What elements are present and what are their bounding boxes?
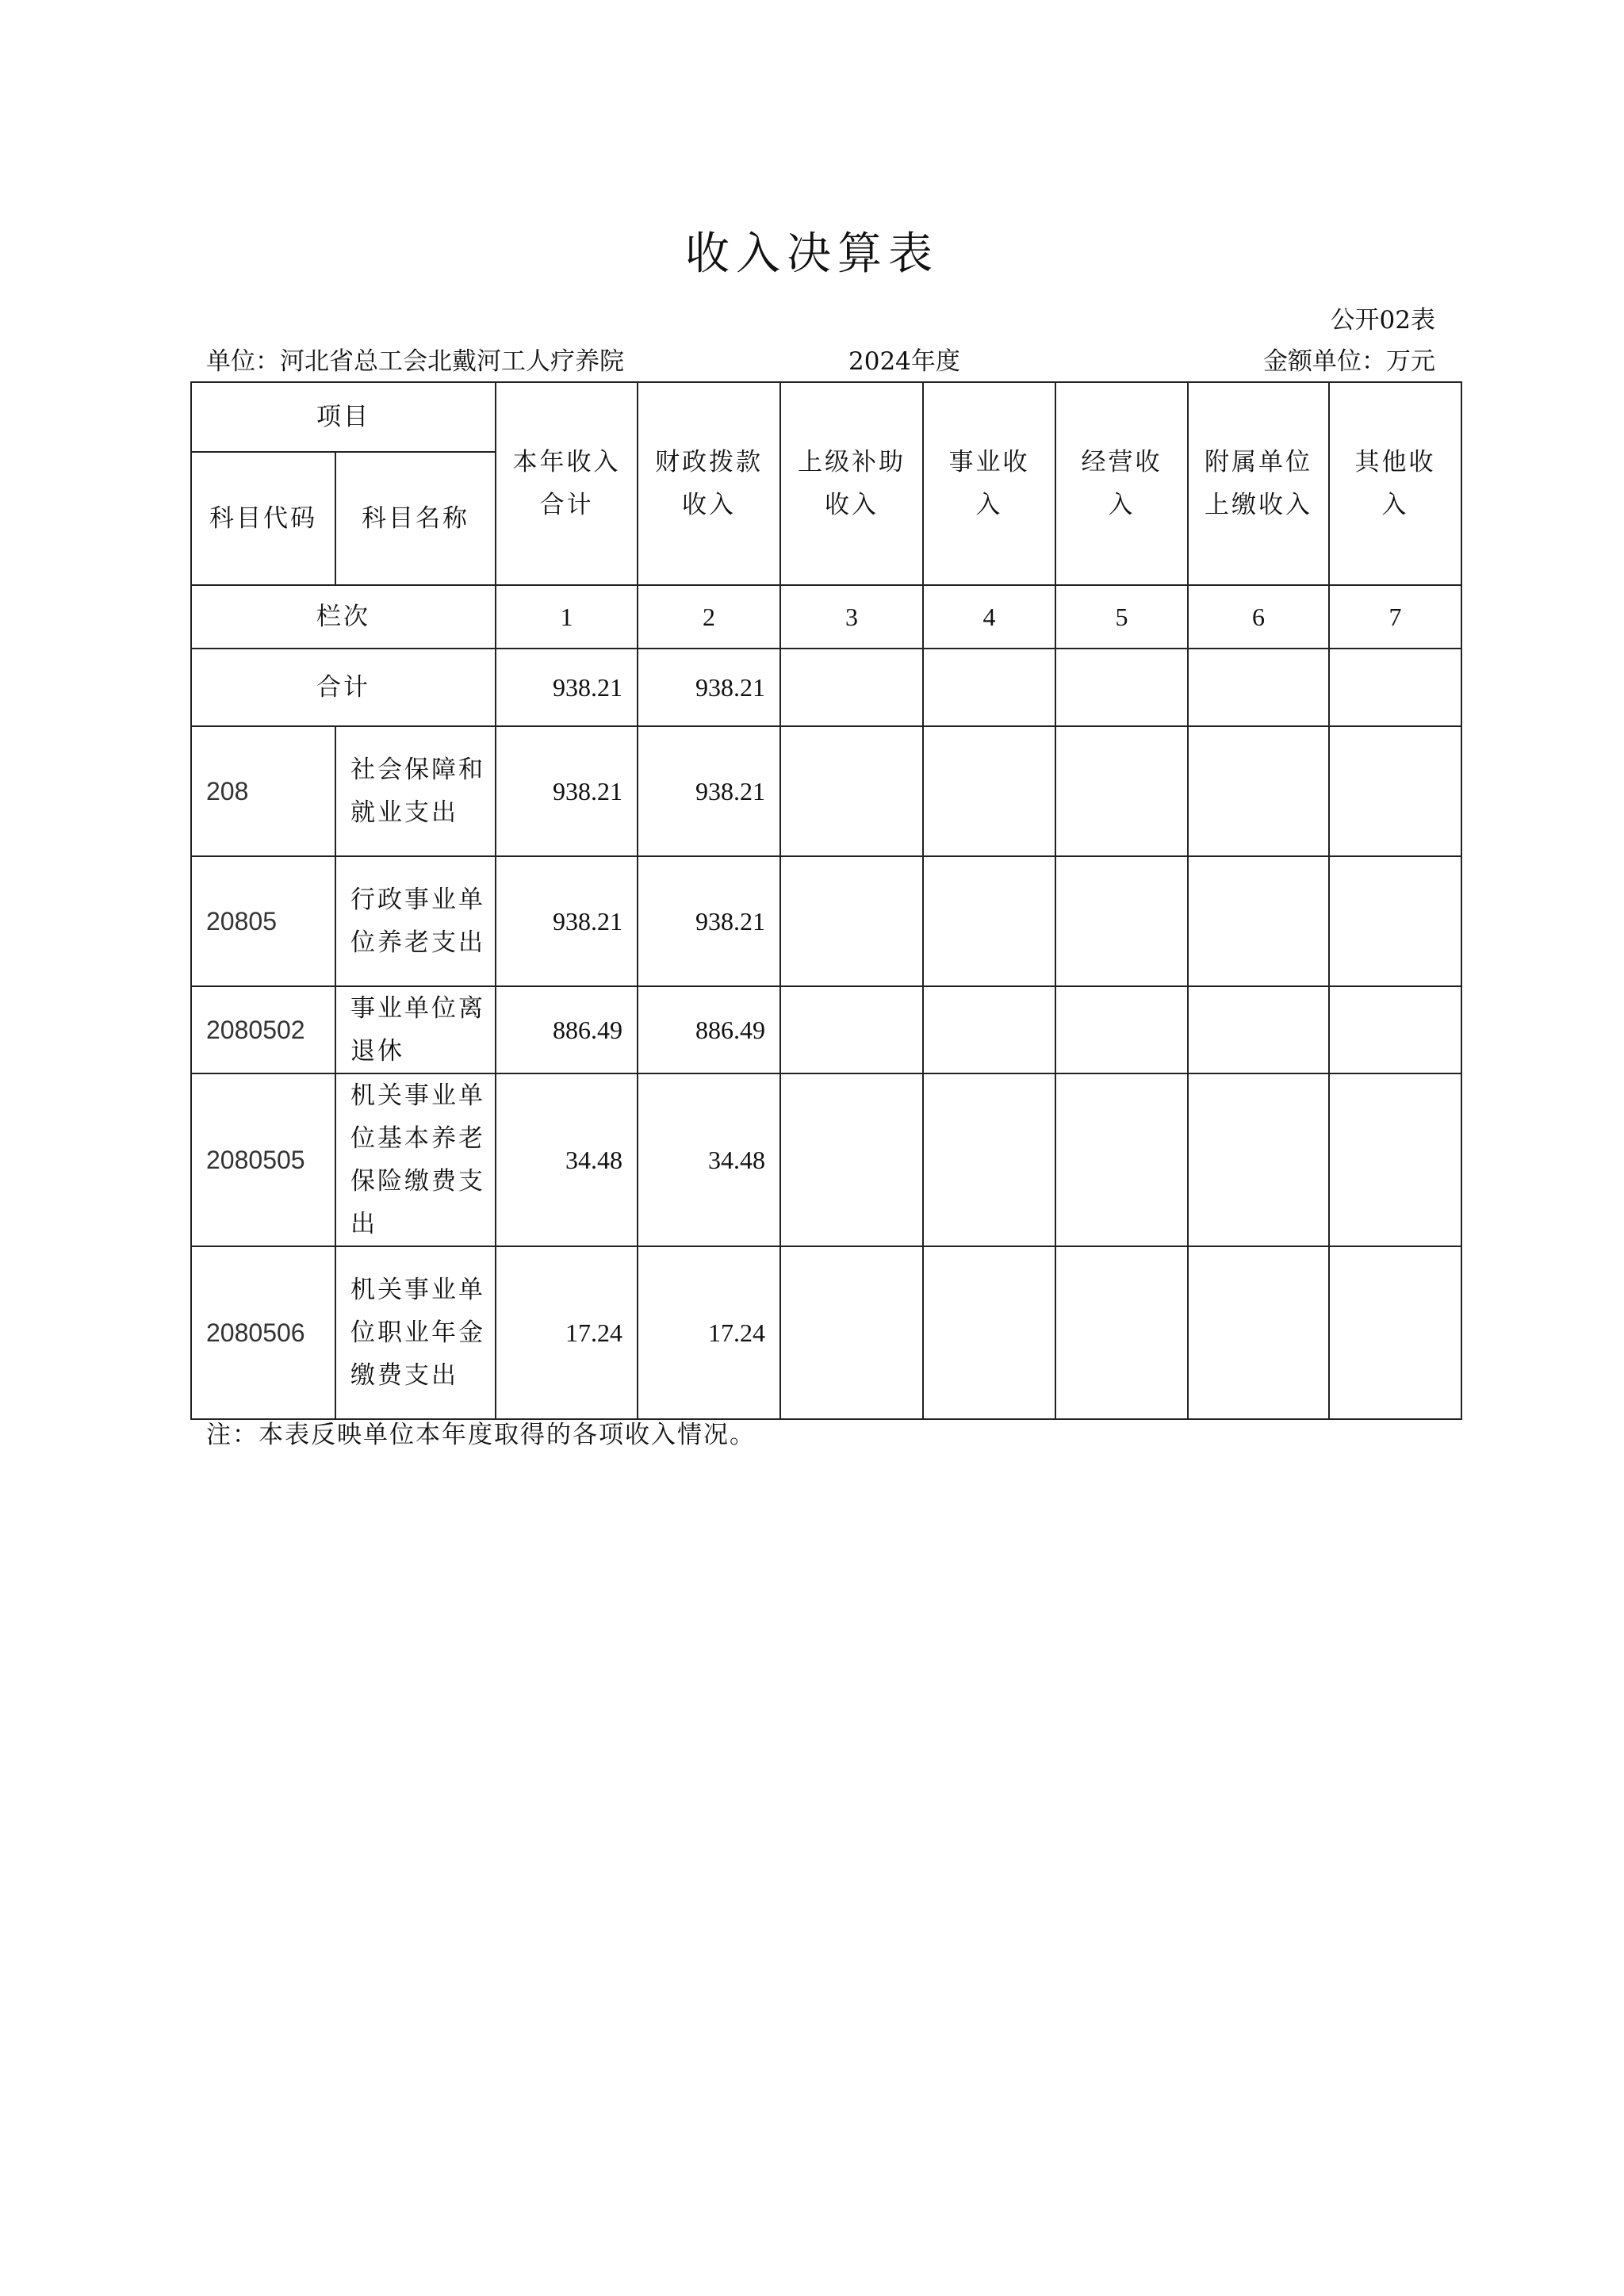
empty-cell (780, 986, 923, 1073)
empty-cell (923, 1246, 1055, 1419)
column-number: 6 (1188, 585, 1329, 649)
subject-name: 机关事业单位职业年金缴费支出 (335, 1246, 496, 1419)
empty-cell (780, 726, 923, 856)
row-total-income: 34.48 (496, 1073, 638, 1246)
column-index-row (191, 585, 1461, 649)
page-title: 收入决算表 (685, 228, 939, 280)
header-total-income: 本年收入合计 (496, 382, 638, 585)
empty-cell (1055, 649, 1188, 726)
column-number: 7 (1329, 585, 1461, 649)
amount-unit: 金额单位：万元 (1263, 347, 1435, 376)
row-total-income: 886.49 (496, 986, 638, 1073)
form-number: 公开02表 (1330, 306, 1435, 335)
row-fiscal-income: 886.49 (638, 986, 780, 1073)
column-number: 3 (780, 585, 923, 649)
header-other-income: 其他收入 (1329, 382, 1461, 585)
table-row (191, 986, 1461, 1073)
subject-name: 行政事业单位养老支出 (335, 856, 496, 986)
total-row (191, 649, 1461, 726)
column-number: 2 (638, 585, 780, 649)
empty-cell (780, 1073, 923, 1246)
empty-cell (1055, 1073, 1188, 1246)
header-subject-code: 科目代码 (191, 452, 335, 585)
header-operating-income: 经营收入 (1055, 382, 1188, 585)
total-income-value: 938.21 (496, 649, 638, 726)
subject-code: 208 (191, 726, 335, 856)
fiscal-year: 2024年度 (848, 347, 960, 376)
empty-cell (1329, 1073, 1461, 1246)
empty-cell (1188, 1073, 1329, 1246)
empty-cell (1188, 649, 1329, 726)
row-fiscal-income: 34.48 (638, 1073, 780, 1246)
header-subject-name: 科目名称 (335, 452, 496, 585)
empty-cell (780, 856, 923, 986)
empty-cell (1055, 856, 1188, 986)
income-final-accounts-table (190, 381, 1462, 1420)
subject-code: 2080502 (191, 986, 335, 1073)
empty-cell (1329, 1246, 1461, 1419)
subject-name: 社会保障和就业支出 (335, 726, 496, 856)
subject-code: 2080506 (191, 1246, 335, 1419)
empty-cell (1188, 986, 1329, 1073)
empty-cell (923, 726, 1055, 856)
empty-cell (923, 649, 1055, 726)
table-row (191, 726, 1461, 856)
empty-cell (1188, 1246, 1329, 1419)
row-total-income: 938.21 (496, 856, 638, 986)
row-fiscal-income: 938.21 (638, 726, 780, 856)
column-number: 1 (496, 585, 638, 649)
column-number: 5 (1055, 585, 1188, 649)
empty-cell (1188, 726, 1329, 856)
total-label: 合计 (191, 649, 496, 726)
header-row-top (191, 382, 1461, 452)
empty-cell (1188, 856, 1329, 986)
header-affiliated-income: 附属单位上缴收入 (1188, 382, 1329, 585)
column-number: 4 (923, 585, 1055, 649)
empty-cell (780, 1246, 923, 1419)
subject-name: 事业单位离退休 (335, 986, 496, 1073)
header-business-income: 事业收入 (923, 382, 1055, 585)
empty-cell (1055, 726, 1188, 856)
total-fiscal-value: 938.21 (638, 649, 780, 726)
subject-code: 20805 (191, 856, 335, 986)
empty-cell (1055, 986, 1188, 1073)
empty-cell (1055, 1246, 1188, 1419)
column-index-label: 栏次 (191, 585, 496, 649)
header-fiscal-allocation: 财政拨款收入 (638, 382, 780, 585)
empty-cell (923, 1073, 1055, 1246)
empty-cell (780, 649, 923, 726)
subject-code: 2080505 (191, 1073, 335, 1246)
empty-cell (1329, 649, 1461, 726)
subject-name: 机关事业单位基本养老保险缴费支出 (335, 1073, 496, 1246)
reporting-unit: 单位：河北省总工会北戴河工人疗养院 (206, 347, 624, 376)
row-fiscal-income: 938.21 (638, 856, 780, 986)
table-row (191, 1246, 1461, 1419)
empty-cell (1329, 856, 1461, 986)
empty-cell (1329, 726, 1461, 856)
table-row (191, 1073, 1461, 1246)
header-superior-subsidy: 上级补助收入 (780, 382, 923, 585)
table-row (191, 856, 1461, 986)
header-item: 项目 (191, 382, 496, 452)
row-total-income: 938.21 (496, 726, 638, 856)
row-fiscal-income: 17.24 (638, 1246, 780, 1419)
empty-cell (1329, 986, 1461, 1073)
table-note: 注：本表反映单位本年度取得的各项收入情况。 (206, 1421, 756, 1449)
row-total-income: 17.24 (496, 1246, 638, 1419)
empty-cell (923, 856, 1055, 986)
empty-cell (923, 986, 1055, 1073)
